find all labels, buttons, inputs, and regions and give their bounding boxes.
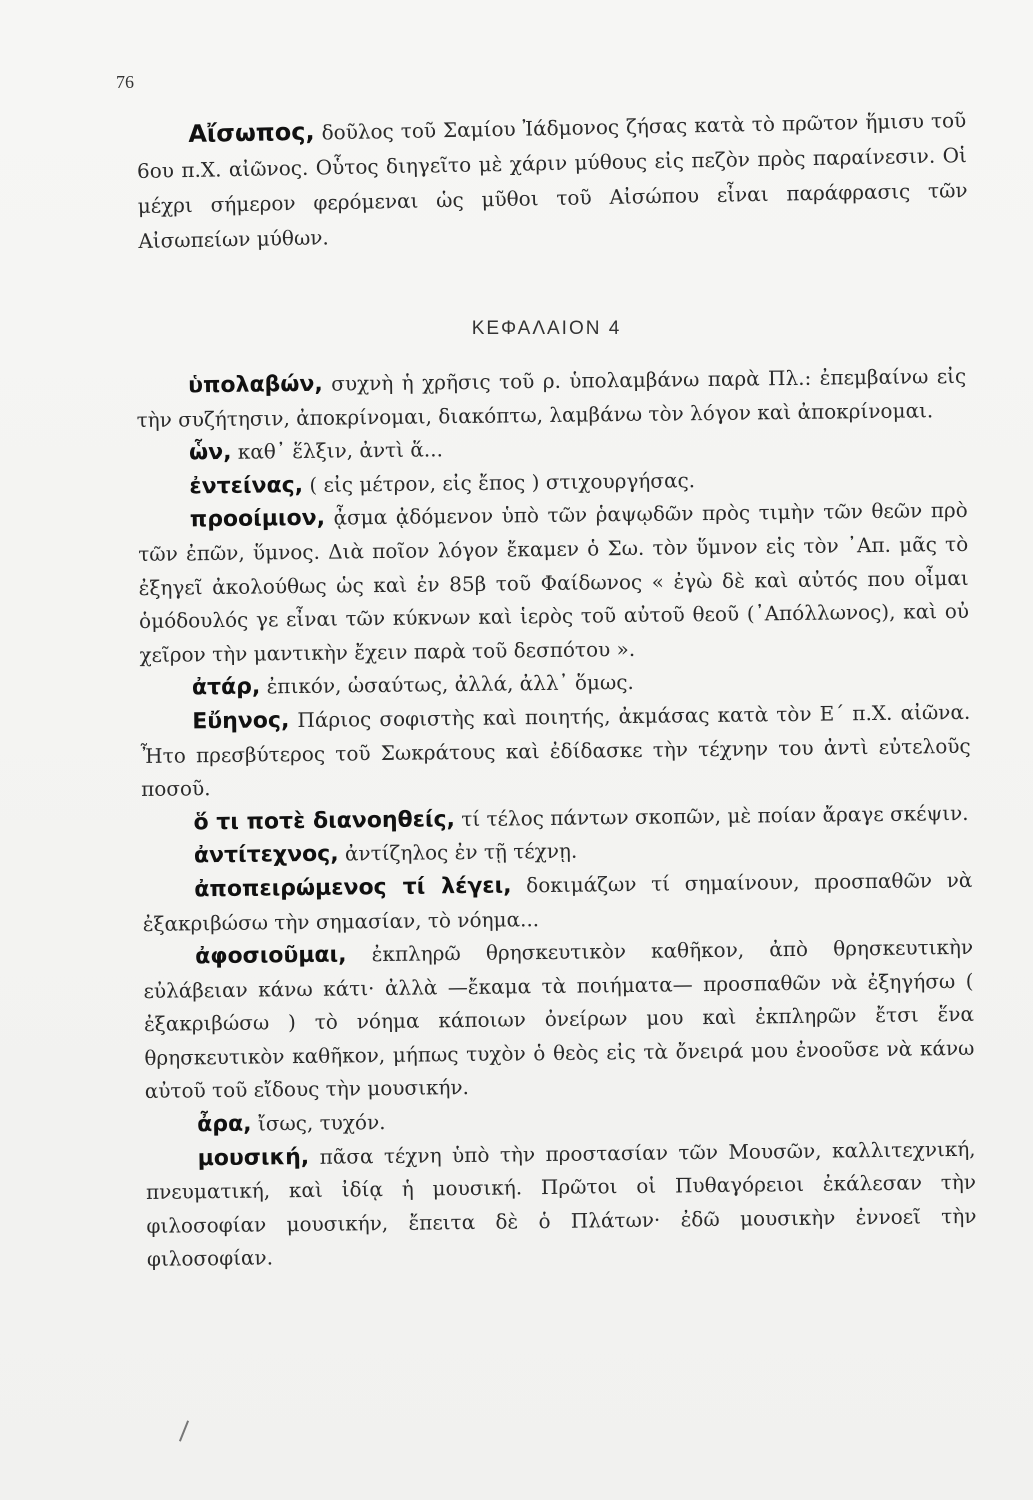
entry-lemma: Εὔηνος, bbox=[192, 708, 290, 735]
entry-lemma: ὧν, bbox=[188, 440, 232, 466]
glossary-entry bbox=[143, 931, 975, 1109]
entry-definition: καθ᾿ ἕλξιν, ἀντὶ ἅ... bbox=[231, 437, 444, 465]
entry-lemma: ἀτάρ, bbox=[191, 674, 261, 701]
entry-definition: Πάριος σοφιστὴς καὶ ποιητής, ἀκμάσας κατὰ τὸν Ε΄ π.Χ. αἰῶνα. Ἦτο πρεσβύτερος τοῦ Σωκράτους καὶ ἐδίδασκε τὴν τέχνην του ἀντὶ εὐτελοῦς ποσοῦ. bbox=[140, 699, 971, 802]
entry-definition: συχνὴ ἡ χρῆσις τοῦ ρ. ὑπολαμβάνω παρὰ Πλ.: ἐπεμβαίνω εἰς τὴν συζήτησιν, ἀποκρίνομαι, διακόπτω, λαμβάνω τὸν λόγον καὶ ἀποκρίνομαι. bbox=[136, 363, 967, 432]
entry-definition: ἴσως, τυχόν. bbox=[251, 1110, 386, 1136]
entry-lemma: ἀποπειρώμενος τί λέγει, bbox=[194, 873, 512, 903]
entry-lemma: ὑπολαβών, bbox=[188, 371, 323, 399]
intro-lemma: Αἴσωπος, bbox=[188, 117, 315, 148]
entry-lemma: προοίμιον, bbox=[189, 506, 326, 533]
entry-lemma: ὅ τι ποτὲ διανοηθείς, bbox=[193, 806, 456, 836]
glossary-entries bbox=[136, 360, 977, 1277]
glossary-entry bbox=[136, 360, 967, 437]
entry-definition: ἐκπληρῶ θρησκευτικὸν καθῆκον, ἀπὸ θρησκευτικὴν εὐλάβειαν κάνω κάτι· ἀλλὰ —ἔκαμα τὰ ποιήματα— προσπαθῶν νὰ ἐξηγήσω ( ἐξακριβώσω ) τὸ νόημα κάποιων ὀνείρων μου καὶ ἐκπληρῶν ἔτσι ἕνα θρησκευτικὸν καθῆκον, μήπως τυχὸν ὁ θεὸς εἰς τὰ ὄνειρά μου ἐνοοῦσε νὰ κάνω αὐτοῦ τοῦ εἴδους τὴν μουσικήν. bbox=[143, 934, 975, 1104]
entry-definition: δοκιμάζων τί σημαίνουν, προσπαθῶν νὰ ἐξακριβώσω τὴν σημασίαν, τὸ νόημα... bbox=[142, 867, 973, 936]
entry-definition: ἀντίζηλος ἐν τῇ τέχνῃ. bbox=[338, 838, 578, 866]
entry-definition: ἐπικόν, ὡσαύτως, ἀλλά, ἀλλ᾿ ὅμως. bbox=[260, 670, 634, 699]
glossary-entry bbox=[140, 696, 971, 807]
intro-paragraph bbox=[136, 102, 969, 259]
entry-lemma: ἆρα, bbox=[197, 1111, 252, 1138]
entry-lemma: μουσική, bbox=[197, 1144, 310, 1171]
entry-definition: ᾆσμα ᾀδόμενον ὑπὸ τῶν ῥαψῳδῶν πρὸς τιμὴν τῶν θεῶν πρὸ τῶν ἐπῶν, ὕμνος. Διὰ ποῖον λόγον ἔκαμεν ὁ Σω. τὸν ὕμνον εἰς τὸν ᾿Απ. μᾶς τὸ ἐξηγεῖ ἀκολούθως ὡς καὶ ἐν 85β τοῦ Φαίδωνος « ἐγὼ δὲ καὶ αὐτός που οἶμαι ὁμόδουλός γε εἶναι τῶν κύκνων καὶ ἱερὸς τοῦ αὐτοῦ θεοῦ (᾿Απόλλωνος), καὶ οὐ χεῖρον τὴν μαντικὴν ἔχειν παρὰ τοῦ δεσπότου ». bbox=[138, 498, 970, 667]
glossary-entry bbox=[145, 1132, 977, 1277]
entry-definition: τί τέλος πάντων σκοπῶν, μὲ ποίαν ἄραγε σκέψιν. bbox=[454, 800, 969, 831]
page-number: 76 bbox=[116, 72, 134, 92]
chapter-heading: ΚΕΦΑΛΑΙΟΝ 4 bbox=[471, 318, 622, 339]
entry-lemma: ἐντείνας, bbox=[189, 472, 304, 500]
entry-lemma: ἀφοσιοῦμαι, bbox=[195, 942, 347, 970]
intro-definition: δοῦλος τοῦ Σαμίου Ἰάδμονος ζήσας κατὰ τὸ πρῶτον ἥμισυ τοῦ 6ου π.Χ. αἰῶνος. Οὗτος διηγεῖτο μὲ χάριν μύθους εἰς πεζὸν πρὸς παραίνεσιν. Οἱ μέχρι σήμερον φερόμεναι ὡς μῦθοι τοῦ Αἰσώπου εἶναι παράφρασις τῶν Αἰσωπείων μύθων. bbox=[136, 108, 968, 253]
entry-lemma: ἀντίτεχνος, bbox=[193, 841, 339, 869]
entry-definition: ( εἰς μέτρον, εἰς ἔπος ) στιχουργήσας. bbox=[302, 467, 696, 497]
entry-definition: πᾶσα τέχνη ὑπὸ τὴν προστασίαν τῶν Μουσῶν, καλλιτεχνική, πνευματική, καὶ ἰδίᾳ ἡ μουσική. Πρῶτοι οἱ Πυθαγόρειοι ἐκάλεσαν τὴν φιλοσοφίαν μουσικήν, ἔπειτα δὲ ὁ Πλάτων· ἐδῶ μουσικὴν ἐννοεῖ τὴν φιλοσοφίαν. bbox=[145, 1136, 977, 1272]
pencil-mark bbox=[179, 1420, 189, 1441]
glossary-entry bbox=[138, 494, 970, 672]
glossary-entry bbox=[142, 864, 973, 941]
